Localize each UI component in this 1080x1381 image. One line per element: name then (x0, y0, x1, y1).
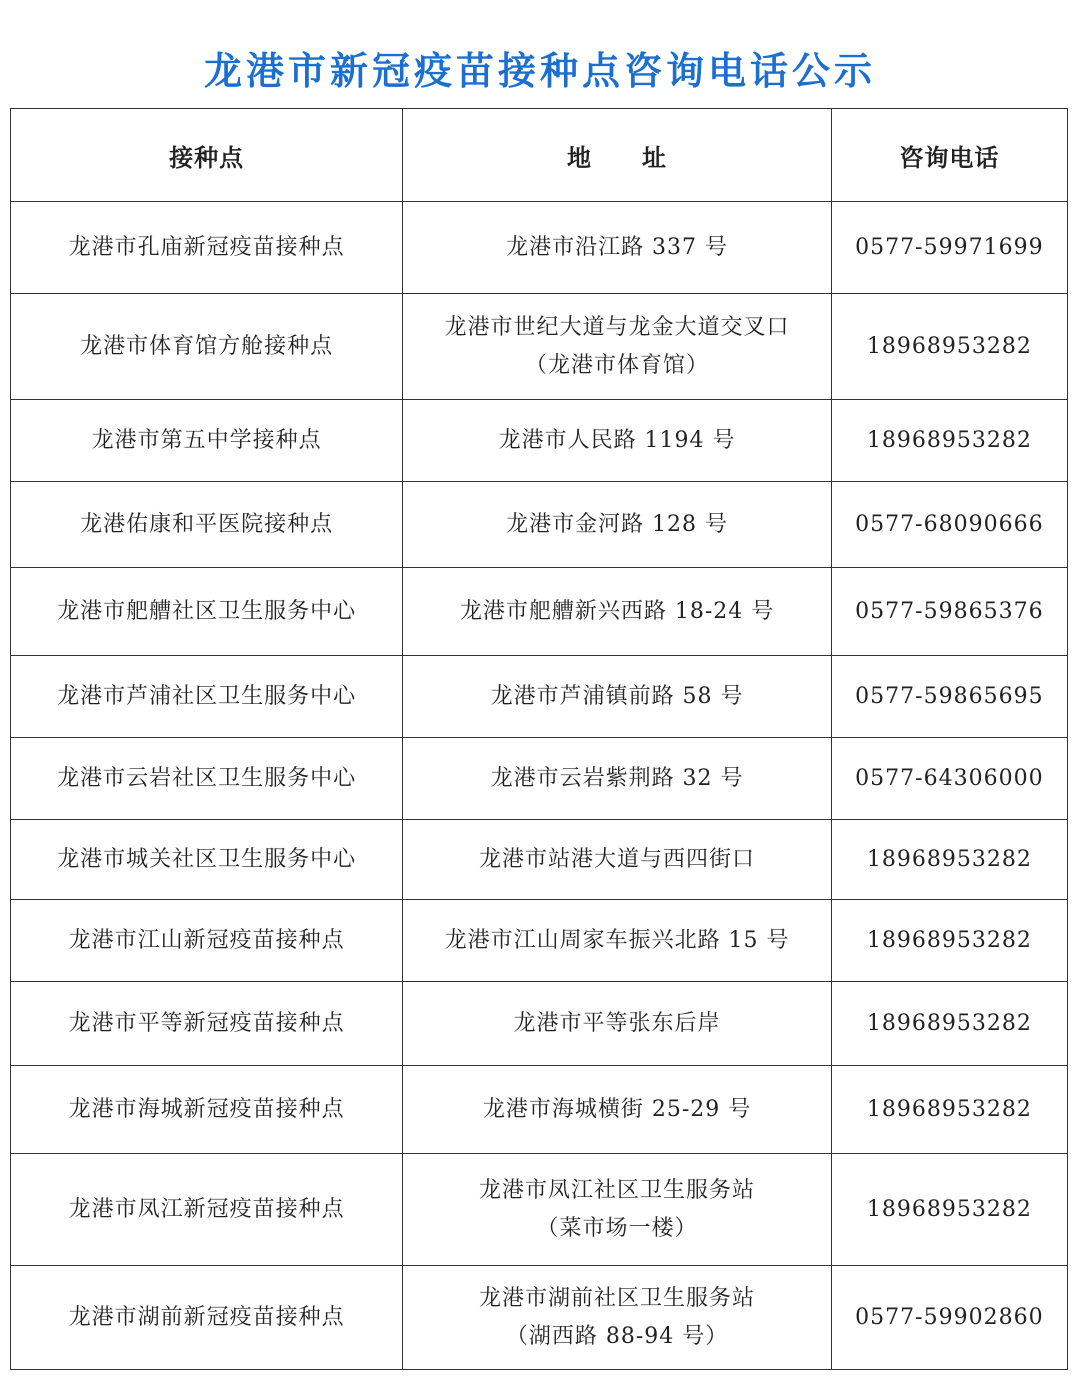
table-row (11, 900, 1068, 982)
page-title: 龙港市新冠疫苗接种点咨询电话公示 (203, 48, 876, 93)
header-site: 接种点 (11, 109, 403, 202)
phone-cell: 18968953282 (831, 900, 1067, 982)
table-row (11, 1266, 1068, 1370)
table-row (11, 982, 1068, 1066)
address-line: 龙港市世纪大道与龙金大道交叉口 (444, 314, 790, 340)
address-line: 龙港市平等张东后岸 (513, 1010, 721, 1036)
site-cell: 龙港市孔庙新冠疫苗接种点 (11, 202, 403, 294)
table-row (11, 1066, 1068, 1154)
address-cell (403, 820, 831, 900)
site-cell: 龙港市海城新冠疫苗接种点 (11, 1066, 403, 1154)
site-cell: 龙港市凤江新冠疫苗接种点 (11, 1154, 403, 1266)
site-cell: 龙港市云岩社区卫生服务中心 (11, 738, 403, 820)
address-cell (403, 568, 831, 656)
site-cell: 龙港市平等新冠疫苗接种点 (11, 982, 403, 1066)
phone-cell: 18968953282 (831, 1154, 1067, 1266)
address-cell (403, 656, 831, 738)
phone-cell: 18968953282 (831, 820, 1067, 900)
address-cell (403, 1154, 831, 1266)
site-cell: 龙港市体育馆方舱接种点 (11, 294, 403, 400)
address-cell (403, 1266, 831, 1370)
table-header-row (11, 109, 1068, 202)
address-line: 龙港市金河路 128 号 (506, 511, 729, 537)
table-row (11, 482, 1068, 568)
phone-cell: 0577-68090666 (831, 482, 1067, 568)
address-line: 龙港市江山周家车振兴北路 15 号 (444, 927, 790, 953)
address-line: 龙港市云岩紫荆路 32 号 (490, 765, 744, 791)
address-note: （湖西路 88-94 号） (505, 1323, 729, 1349)
address-cell (403, 294, 831, 400)
table-row (11, 738, 1068, 820)
phone-cell: 0577-59902860 (831, 1266, 1067, 1370)
header-address: 地 址 (403, 109, 831, 202)
address-cell (403, 1066, 831, 1154)
address-line: 龙港市凤江社区卫生服务站 (479, 1177, 756, 1203)
site-cell: 龙港市江山新冠疫苗接种点 (11, 900, 403, 982)
vaccination-sites-table (10, 108, 1068, 1370)
address-line: 龙港市人民路 1194 号 (498, 427, 736, 453)
phone-cell: 18968953282 (831, 400, 1067, 482)
address-cell (403, 202, 831, 294)
phone-cell: 0577-59865695 (831, 656, 1067, 738)
address-cell (403, 738, 831, 820)
phone-cell: 18968953282 (831, 1066, 1067, 1154)
address-cell (403, 400, 831, 482)
address-line: 龙港市湖前社区卫生服务站 (479, 1285, 756, 1311)
address-note: （龙港市体育馆） (525, 352, 710, 378)
site-cell: 龙港市湖前新冠疫苗接种点 (11, 1266, 403, 1370)
address-note: （菜市场一楼） (536, 1215, 698, 1241)
address-line: 龙港市舥艚新兴西路 18-24 号 (459, 598, 775, 624)
phone-cell: 0577-59865376 (831, 568, 1067, 656)
header-phone: 咨询电话 (831, 109, 1067, 202)
address-cell (403, 900, 831, 982)
phone-cell: 0577-59971699 (831, 202, 1067, 294)
phone-cell: 0577-64306000 (831, 738, 1067, 820)
phone-cell: 18968953282 (831, 294, 1067, 400)
site-cell: 龙港市城关社区卫生服务中心 (11, 820, 403, 900)
address-line: 龙港市站港大道与西四街口 (479, 846, 756, 872)
site-cell: 龙港市舥艚社区卫生服务中心 (11, 568, 403, 656)
address-line: 龙港市芦浦镇前路 58 号 (490, 683, 744, 709)
table-row (11, 202, 1068, 294)
table-row (11, 820, 1068, 900)
address-cell (403, 482, 831, 568)
table-row (11, 294, 1068, 400)
site-cell: 龙港佑康和平医院接种点 (11, 482, 403, 568)
address-line: 龙港市海城横街 25-29 号 (482, 1096, 752, 1122)
address-line: 龙港市沿江路 337 号 (506, 234, 729, 260)
phone-cell: 18968953282 (831, 982, 1067, 1066)
table-row (11, 1154, 1068, 1266)
address-cell (403, 982, 831, 1066)
site-cell: 龙港市第五中学接种点 (11, 400, 403, 482)
table-row (11, 656, 1068, 738)
table-row (11, 568, 1068, 656)
site-cell: 龙港市芦浦社区卫生服务中心 (11, 656, 403, 738)
table-row (11, 400, 1068, 482)
